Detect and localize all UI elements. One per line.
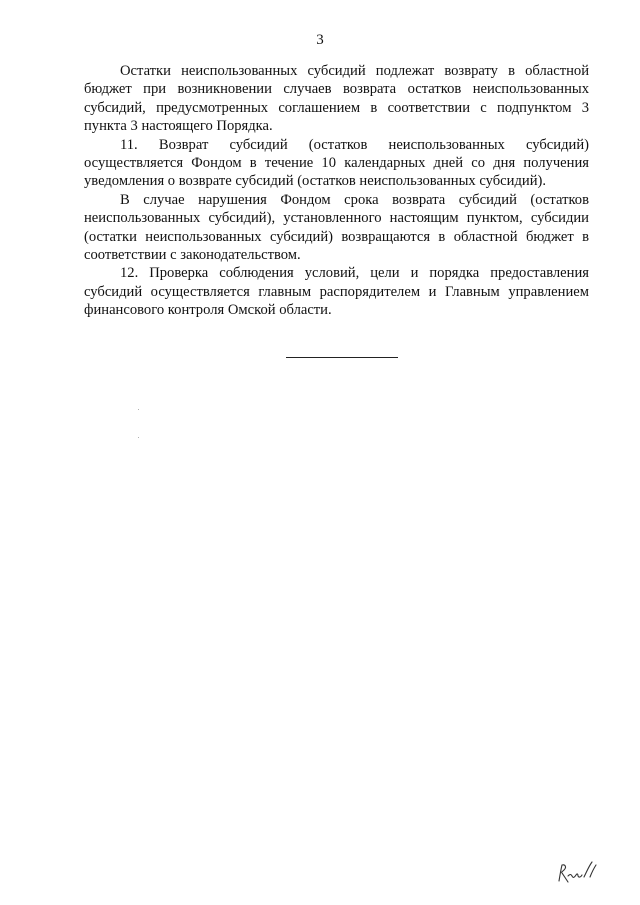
signature-icon (554, 857, 604, 887)
page-number: 3 (316, 32, 324, 48)
end-separator-line (286, 357, 398, 358)
paragraph-item-12: 12. Проверка соблюдения условий, цели и порядка предоставления субсидий осуществляется главным распорядителем и Главным управлением финансового контроля Омской области. (84, 265, 589, 319)
scan-speck (138, 409, 139, 410)
paragraph-unused-subsidies-return: Остатки неиспользованных субсидий подлежат возврату в областной бюджет при возникновении случаев возврата остатков неиспользованных субсидий, предусмотренных соглашением в соответствии с подпунктом 3 пункта 3 настоящего Порядка. (84, 63, 589, 135)
document-body (84, 62, 589, 320)
scan-speck (138, 437, 139, 438)
paragraph-item-11: 11. Возврат субсидий (остатков неиспользованных субсидий) осуществляется Фондом в течение 10 календарных дней со дня получения уведомления о возврате субсидий (остатков неиспользованных субсидий). (84, 136, 589, 190)
paragraph-deadline-violation: В случае нарушения Фондом срока возврата субсидий (остатков неиспользованных субсидий), установленного настоящим пунктом, субсидии (остатки неиспользованных субсидий) возвращаются в областной бюджет в соответствии с законодательством. (84, 191, 589, 264)
